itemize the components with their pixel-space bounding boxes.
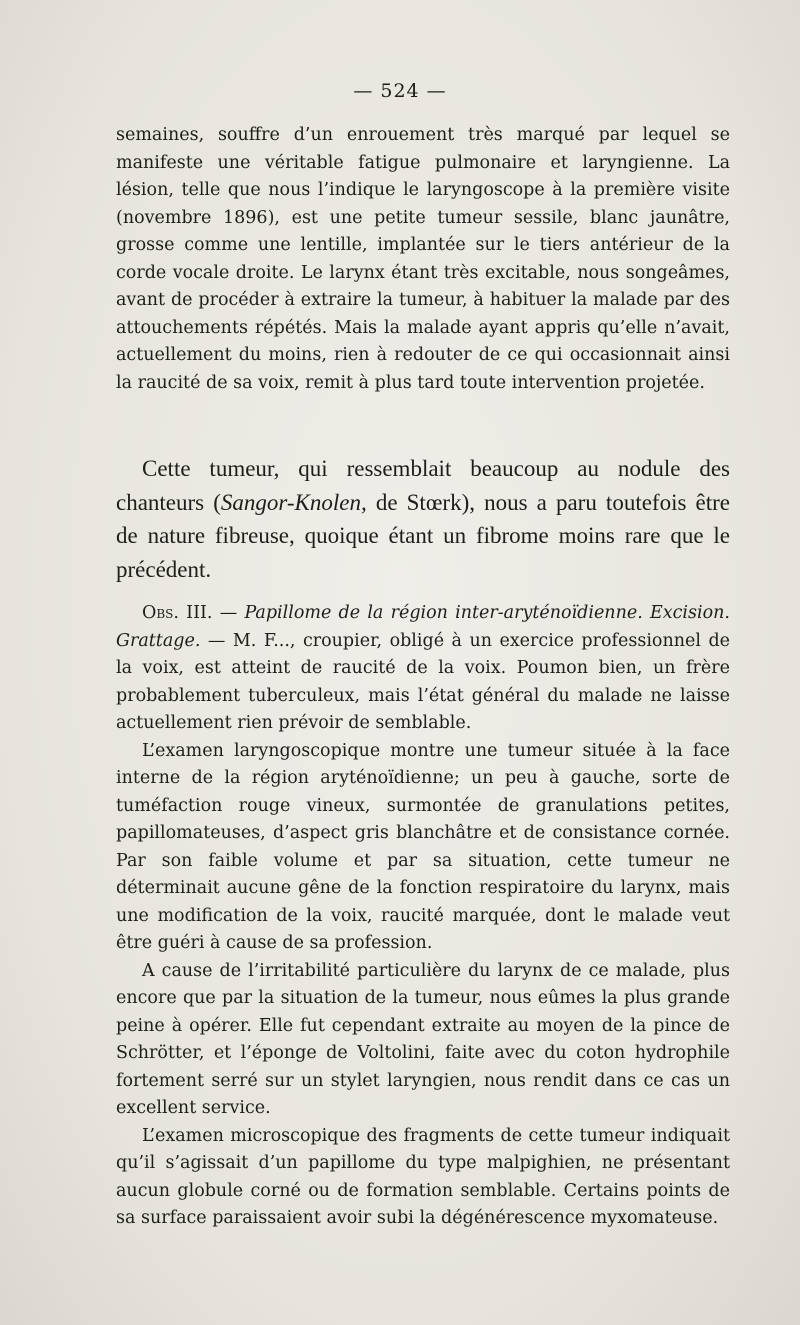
observation-label: Obs. III. — [142, 603, 213, 623]
paragraph-examen-microscopique: L’examen microscopique des fragments de cette tumeur indiquait qu’il s’agissait d’un papillome du type malpighien, ne présentant aucun globule corné ou de formation semblable. Certains points de sa surface paraissaient avoir subi la dégénérescence myxomateuse. — [116, 1125, 730, 1228]
text-block-observation — [116, 600, 730, 1233]
observation-title: Papillome de la région inter-aryténoïdienne. Excision. Grattage. — [116, 603, 730, 651]
paragraph-operation: A cause de l’irritabilité particulière du larynx de ce malade, plus encore que par la situation de la tumeur, nous eûmes la plus grande peine à opérer. Elle fut cependant extraite au moyen de la pince de Schrötter, et l’éponge de Voltolini, faite avec du coton hydrophile fortement serré sur un stylet laryngien, nous rendit dans ce cas un excellent service. — [116, 960, 730, 1118]
paragraph-text: Cette tumeur, qui ressemblait beaucoup au nodule des chanteurs ( — [116, 456, 730, 515]
text-block-large — [116, 452, 730, 586]
paragraph-tumeur-fibreuse — [116, 452, 730, 586]
text-block-top — [116, 122, 730, 397]
observation-heading-paragraph — [116, 600, 730, 738]
observation-dash: — — [212, 603, 245, 623]
italic-term: Sangor-Knolen, — [220, 489, 367, 515]
observation-text: — M. F..., croupier, obligé à un exercice professionnel de la voix, est atteint de raucité de la voix. Poumon bien, un frère probablement tuberculeux, mais l’état général du malade ne laisse actuellement rien prévoir de semblable. — [116, 630, 730, 733]
paragraph-examen-laryngoscopique: L’examen laryngoscopique montre une tumeur située à la face interne de la région aryténoïdienne; un peu à gauche, sorte de tuméfaction rouge vineux, surmontée de granulations petites, papillomateuses, d’aspect gris blanchâtre et de consistance cornée. Par son faible volume et par sa situation, cette tumeur ne déterminait aucune gêne de la fonction respiratoire du larynx, mais une modification de la voix, raucité marquée, dont le malade veut être guéri à cause de sa profession. — [116, 740, 730, 953]
paragraph-text: de Stœrk), nous a paru toutefois être de nature fibreuse, quoique étant un fibrome moins rare que le précédent. — [116, 489, 730, 582]
paragraph-continuation: semaines, souffre d’un enrouement très marqué par lequel se manifeste une véritable fatigue pulmonaire et laryngienne. La lésion, telle que nous l’indique le laryngoscope à la première visite (novembre 1896), est une petite tumeur sessile, blanc jaunâtre, grosse comme une lentille, implantée sur le tiers antérieur de la corde vocale droite. Le larynx étant très excitable, nous songeâmes, avant de procéder à extraire la tumeur, à habituer la malade par des attouchements répétés. Mais la malade ayant appris qu’elle n’avait, actuellement du moins, rien à redouter de ce qui occasionnait ainsi la raucité de sa voix, remit à plus tard toute intervention projetée. — [116, 125, 730, 393]
page-number: — 524 — — [353, 80, 447, 102]
